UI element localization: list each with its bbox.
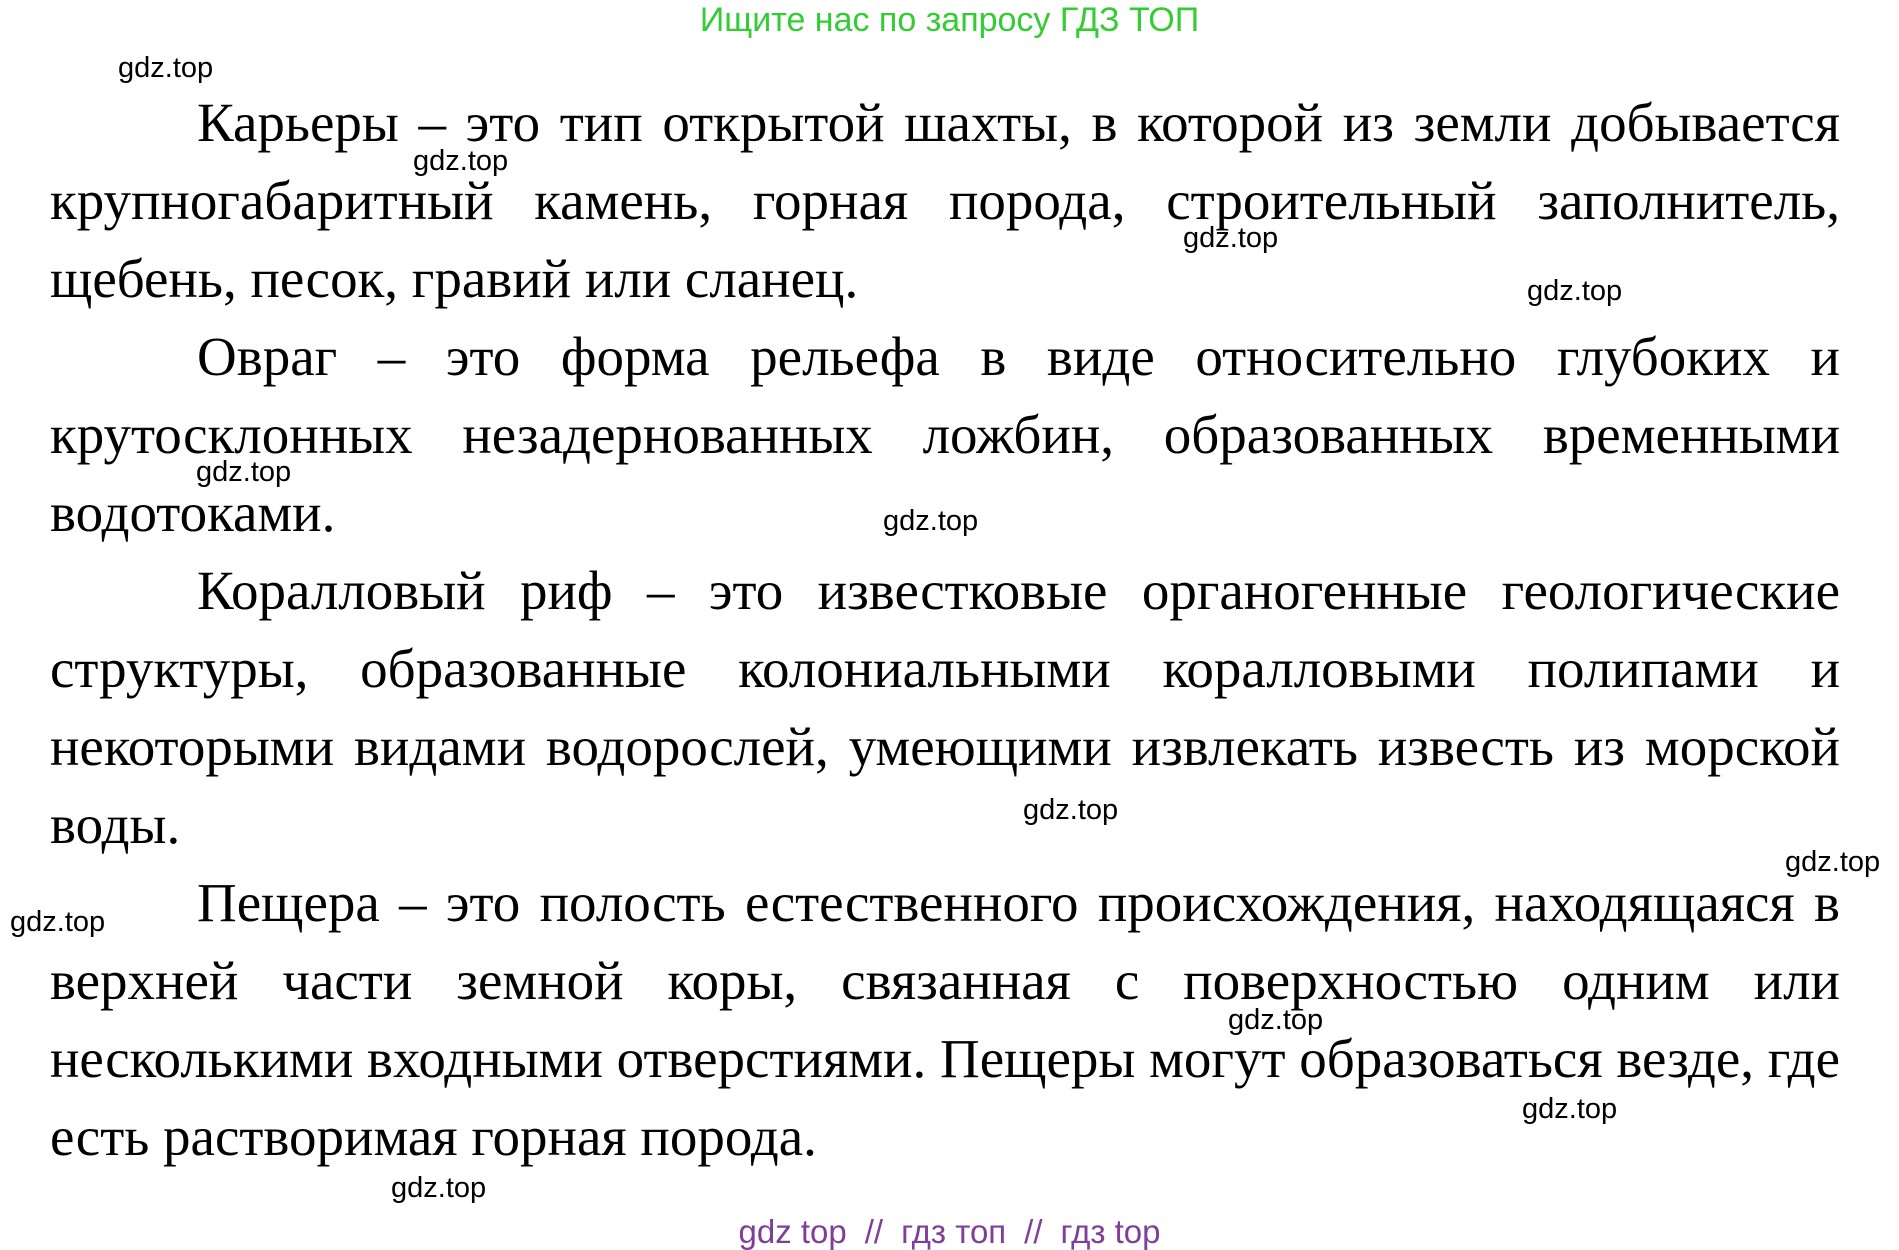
footer-separator: // bbox=[864, 1213, 884, 1250]
paragraph-coral-reef: Коралловый риф – это известковые органогенные геологические структуры, образованные колониальными коралловыми полипами и некоторыми видами водорослей, умеющими извлекать известь из морской воды. bbox=[50, 560, 1840, 855]
watermark: gdz.top bbox=[118, 52, 214, 84]
watermark: gdz.top bbox=[1522, 1093, 1618, 1125]
watermark: gdz.top bbox=[1023, 794, 1119, 826]
header-banner: Ищите нас по запросу ГДЗ ТОП bbox=[699, 1, 1200, 39]
watermark: gdz.top bbox=[883, 505, 979, 537]
watermark: gdz.top bbox=[1527, 275, 1623, 307]
watermark: gdz.top bbox=[391, 1172, 487, 1204]
paragraph-ravine: Овраг – это форма рельефа в виде относительно глубоких и крутосклонных незадернованных ложбин, образованных временными водотоками. bbox=[50, 326, 1840, 543]
watermark: gdz.top bbox=[413, 145, 509, 177]
watermark: gdz.top bbox=[1228, 1004, 1324, 1036]
watermark: gdz.top bbox=[1183, 222, 1279, 254]
paragraph-quarries: Карьеры – это тип открытой шахты, в которой из земли добывается крупногабаритный камень, горная порода, строительный заполнитель, щебень, песок, гравий или сланец. bbox=[50, 92, 1840, 309]
footer-separator: // bbox=[1024, 1213, 1043, 1250]
watermark: gdz.top bbox=[1785, 846, 1881, 878]
footer-link-gdz-top[interactable]: gdz top bbox=[738, 1213, 847, 1250]
footer-link-gdz-top-mixed[interactable]: гдз top bbox=[1060, 1213, 1161, 1250]
paragraph-cave: Пещера – это полость естественного происхождения, находящаяся в верхней части земной коры, связанная с поверхностью одним или несколькими входными отверстиями. Пещеры могут образоваться везде, где есть растворимая горная порода. bbox=[50, 872, 1840, 1167]
watermark: gdz.top bbox=[10, 906, 106, 938]
footer-link-gdz-top-ru[interactable]: гдз топ bbox=[901, 1213, 1007, 1250]
watermark: gdz.top bbox=[196, 456, 292, 488]
document-body bbox=[50, 84, 1840, 1176]
